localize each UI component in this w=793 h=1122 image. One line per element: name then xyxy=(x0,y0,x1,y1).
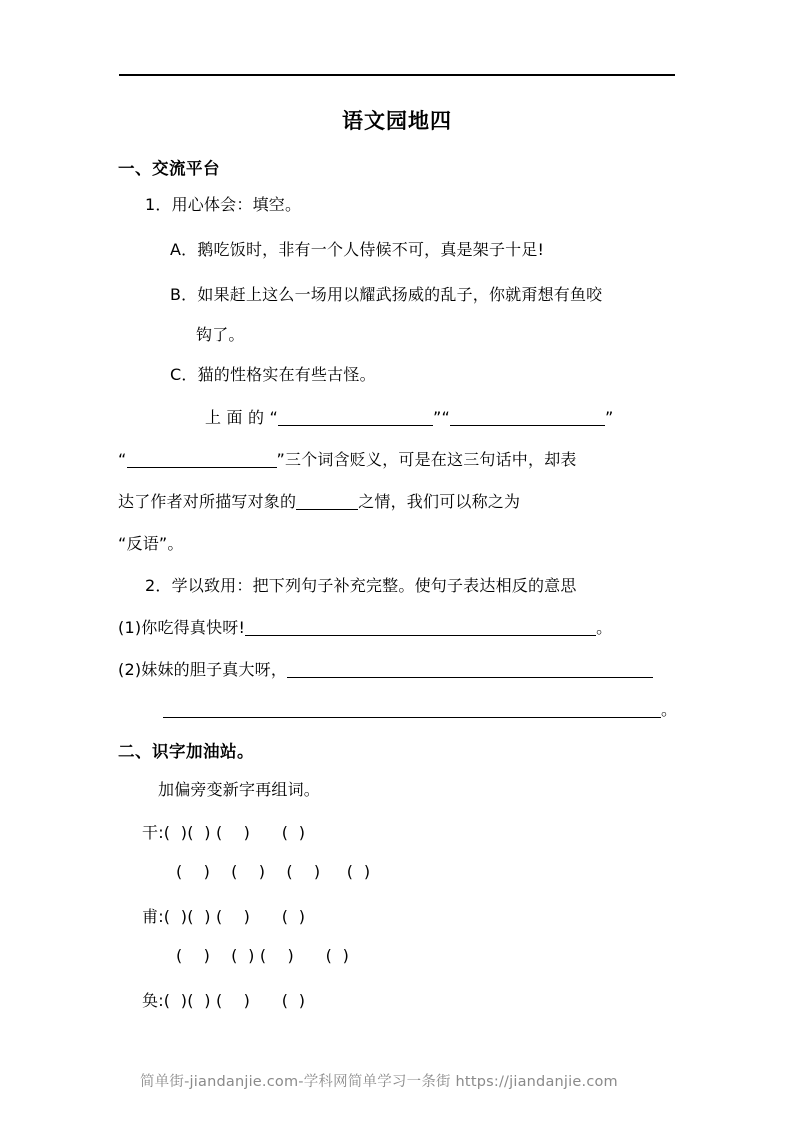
fill-paragraph-line-3 xyxy=(118,492,520,512)
option-b-continued: 钩了。 xyxy=(196,325,245,344)
sub-1-text: (1)你吃得真快呀! xyxy=(118,618,246,637)
quote-mid: ”“ xyxy=(433,408,450,427)
group-gan-row-1[interactable]: 干:( )( ) ( ) ( ) xyxy=(142,823,306,842)
answer-blank-6[interactable] xyxy=(287,662,653,678)
item-1-label: 1．用心体会：填空。 xyxy=(145,195,302,214)
page-title: 语文园地四 xyxy=(342,109,452,133)
item-2-sub-2-continued xyxy=(163,700,677,720)
answer-blank-4[interactable] xyxy=(296,494,358,510)
fill-paragraph-line-2 xyxy=(118,450,577,470)
quote-close-2: ” xyxy=(276,450,285,469)
footer-watermark: 简单街-jiandanjie.com-学科网简单学习一条街 https://jiandanjie.com xyxy=(140,1074,618,1090)
option-c: C．猫的性格实在有些古怪。 xyxy=(170,365,376,384)
section-two-instruction: 加偏旁变新字再组词。 xyxy=(158,780,321,799)
group-gan-row-2[interactable]: ( ) ( ) ( ) ( ) xyxy=(176,862,371,881)
answer-blank-2[interactable] xyxy=(450,410,605,426)
answer-blank-5[interactable] xyxy=(245,620,596,636)
fill-lead-text: 上面的 xyxy=(205,408,270,427)
group-huan-row-1[interactable]: 奂:( )( ) ( ) ( ) xyxy=(142,991,306,1010)
fill-line3-post: 之情，我们可以称之为 xyxy=(358,492,521,511)
fill-paragraph-line-4: “反语”。 xyxy=(118,534,184,553)
sub-2-text: (2)妹妹的胆子真大呀， xyxy=(118,660,288,679)
item-2-sub-2 xyxy=(118,660,653,680)
fill-line2-text: 三个词含贬义，可是在这三句话中，却表 xyxy=(285,450,577,469)
answer-blank-3[interactable] xyxy=(127,452,277,468)
section-heading-two: 二、识字加油站。 xyxy=(118,742,254,761)
quote-close-1: ” xyxy=(605,408,614,427)
item-2-label: 2．学以致用：把下列句子补充完整。使句子表达相反的意思 xyxy=(145,576,577,595)
quote-open-2: “ xyxy=(118,450,127,469)
option-b: B．如果赶上这么一场用以耀武扬威的乱子，你就甭想有鱼咬 xyxy=(170,285,603,304)
answer-blank-7[interactable] xyxy=(163,702,661,718)
quote-open-1: “ xyxy=(269,408,279,427)
fill-paragraph-line-1 xyxy=(205,408,614,428)
group-fu-row-1[interactable]: 甫:( )( ) ( ) ( ) xyxy=(142,907,306,926)
fill-line3-pre: 达了作者对所描写对象的 xyxy=(118,492,297,511)
sub-2-period: 。 xyxy=(661,700,678,719)
option-a: A．鹅吃饭时，非有一个人侍候不可，真是架子十足! xyxy=(170,240,545,259)
group-fu-row-2[interactable]: ( ) ( ) ( ) ( ) xyxy=(176,946,350,965)
section-heading-one: 一、交流平台 xyxy=(118,159,220,178)
answer-blank-1[interactable] xyxy=(278,410,433,426)
header-rule xyxy=(119,74,675,76)
item-2-sub-1 xyxy=(118,618,612,638)
sub-1-period: 。 xyxy=(596,618,613,637)
